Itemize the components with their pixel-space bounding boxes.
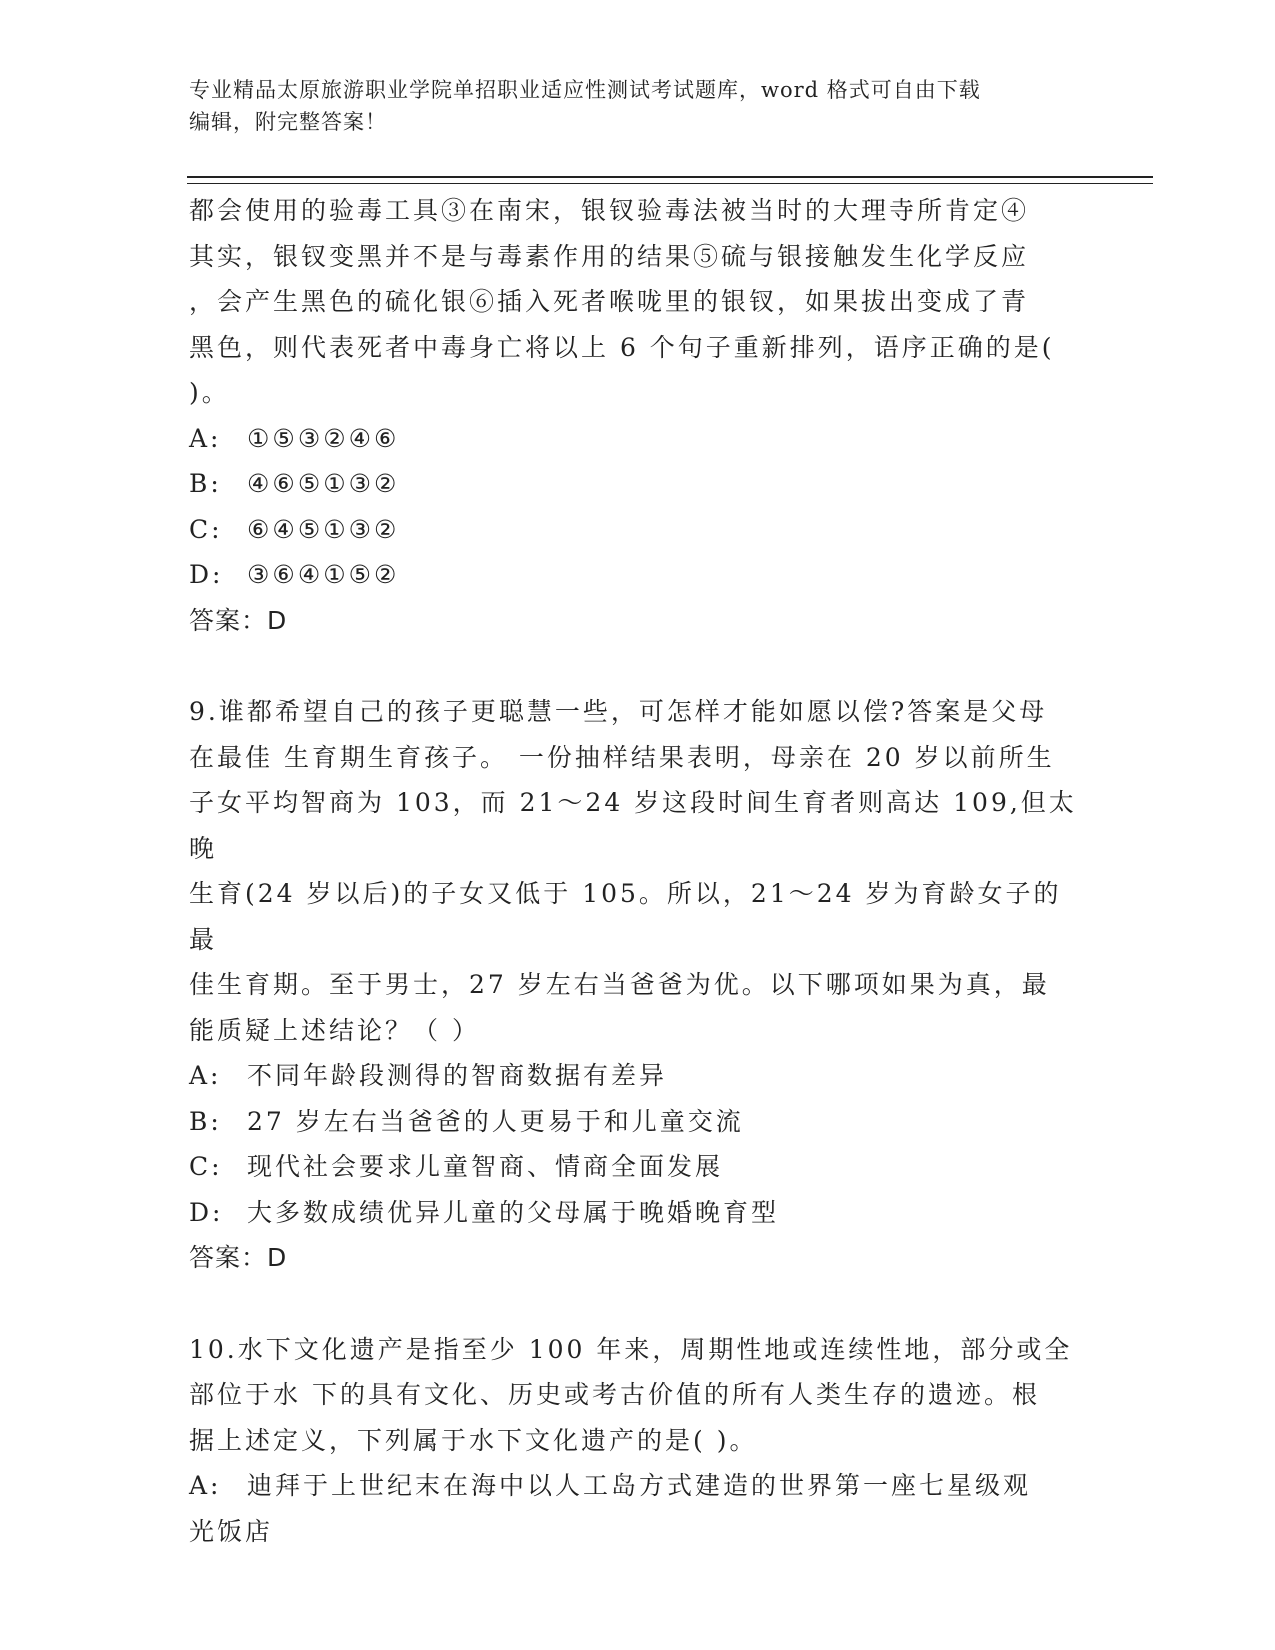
option-letter: C: [189,1152,223,1181]
question-text-line: 在最佳 生育期生育孩子。 一份抽样结果表明，母亲在 20 岁以前所生 [189,742,1055,772]
question-text-line: )。 [189,378,230,407]
question-text-line: 都会使用的验毒工具③在南宋，银钗验毒法被当时的大理寺所肯定④ [189,196,1030,225]
option-letter: D: [189,1197,224,1227]
option-d [189,1190,1079,1236]
question-text-line: ，会产生黑色的硫化银⑥插入死者喉咙里的银钗，如果拔出变成了青 [189,287,1030,316]
question-8 [189,188,1079,643]
option-text: ③⑥④①⑤② [247,560,400,589]
question-9 [189,689,1079,1281]
document-body [189,188,1079,1554]
question-text-line: 黑色，则代表死者中毒身亡将以上 6 个句子重新排列，语序正确的是( [189,332,1055,362]
question-10 [189,1327,1079,1555]
question-text-line: 子女平均智商为 103，而 21～24 岁这段时间生育者则高达 109,但太晚 [189,788,1077,863]
option-text: 大多数成绩优异儿童的父母属于晚婚晚育型 [247,1197,780,1227]
option-a [189,1463,1079,1509]
option-c [189,1144,1079,1190]
option-letter: C: [189,514,223,544]
answer-line: 答案：D [189,605,288,635]
header-line-2: 编辑，附完整答案！ [189,110,387,134]
option-a [189,416,1079,462]
question-text-line: 部位于水 下的具有文化、历史或考古价值的所有人类生存的遗迹。根 [189,1380,1040,1409]
option-letter: B: [189,469,222,498]
option-letter: A: [189,423,222,453]
header-line-1: 专业精品太原旅游职业学院单招职业适应性测试考试题库，word 格式可自由下载 [189,78,981,102]
option-a [189,1053,1079,1099]
option-text: 27 岁左右当爸爸的人更易于和儿童交流 [247,1106,744,1136]
option-letter: A: [189,1061,222,1090]
answer-line: 答案：D [189,1243,288,1272]
option-letter: D: [189,560,224,589]
option-c [189,507,1079,553]
question-text-line: 其实，银钗变黑并不是与毒素作用的结果⑤硫与银接触发生化学反应 [189,241,1030,271]
spacer [189,1281,1079,1327]
header-rule-thick [187,176,1153,178]
spacer [189,643,1079,689]
option-text: ④⑥⑤①③② [247,469,400,498]
option-letter: A: [189,1471,222,1500]
option-b [189,1099,1079,1145]
question-text-line: 10.水下文化遗产是指至少 100 年来，周期性地或连续性地，部分或全 [189,1334,1073,1364]
question-text-line: 9.谁都希望自己的孩子更聪慧一些，可怎样才能如愿以偿?答案是父母 [189,697,1048,726]
question-text-line: 据上述定义，下列属于水下文化遗产的是( )。 [189,1425,758,1455]
option-letter: B: [189,1106,222,1136]
option-text: ⑥④⑤①③② [247,514,400,544]
option-d [189,552,1079,598]
page-header [189,74,1089,138]
option-text: 现代社会要求儿童智商、情商全面发展 [247,1152,724,1181]
option-text: ①⑤③②④⑥ [247,423,400,453]
option-text-continued: 光饭店 [189,1516,274,1546]
question-text-line: 生育(24 岁以后)的子女又低于 105。所以，21～24 岁为育龄女子的最 [189,879,1062,954]
option-b [189,461,1079,507]
question-text-line: 佳生育期。至于男士，27 岁左右当爸爸为优。以下哪项如果为真，最 [189,970,1050,999]
header-rule-thin [187,183,1153,184]
option-text: 迪拜于上世纪末在海中以人工岛方式建造的世界第一座七星级观 [247,1471,1032,1500]
option-text: 不同年龄段测得的智商数据有差异 [247,1061,668,1090]
question-text-line: 能质疑上述结论？（ ） [189,1015,480,1045]
